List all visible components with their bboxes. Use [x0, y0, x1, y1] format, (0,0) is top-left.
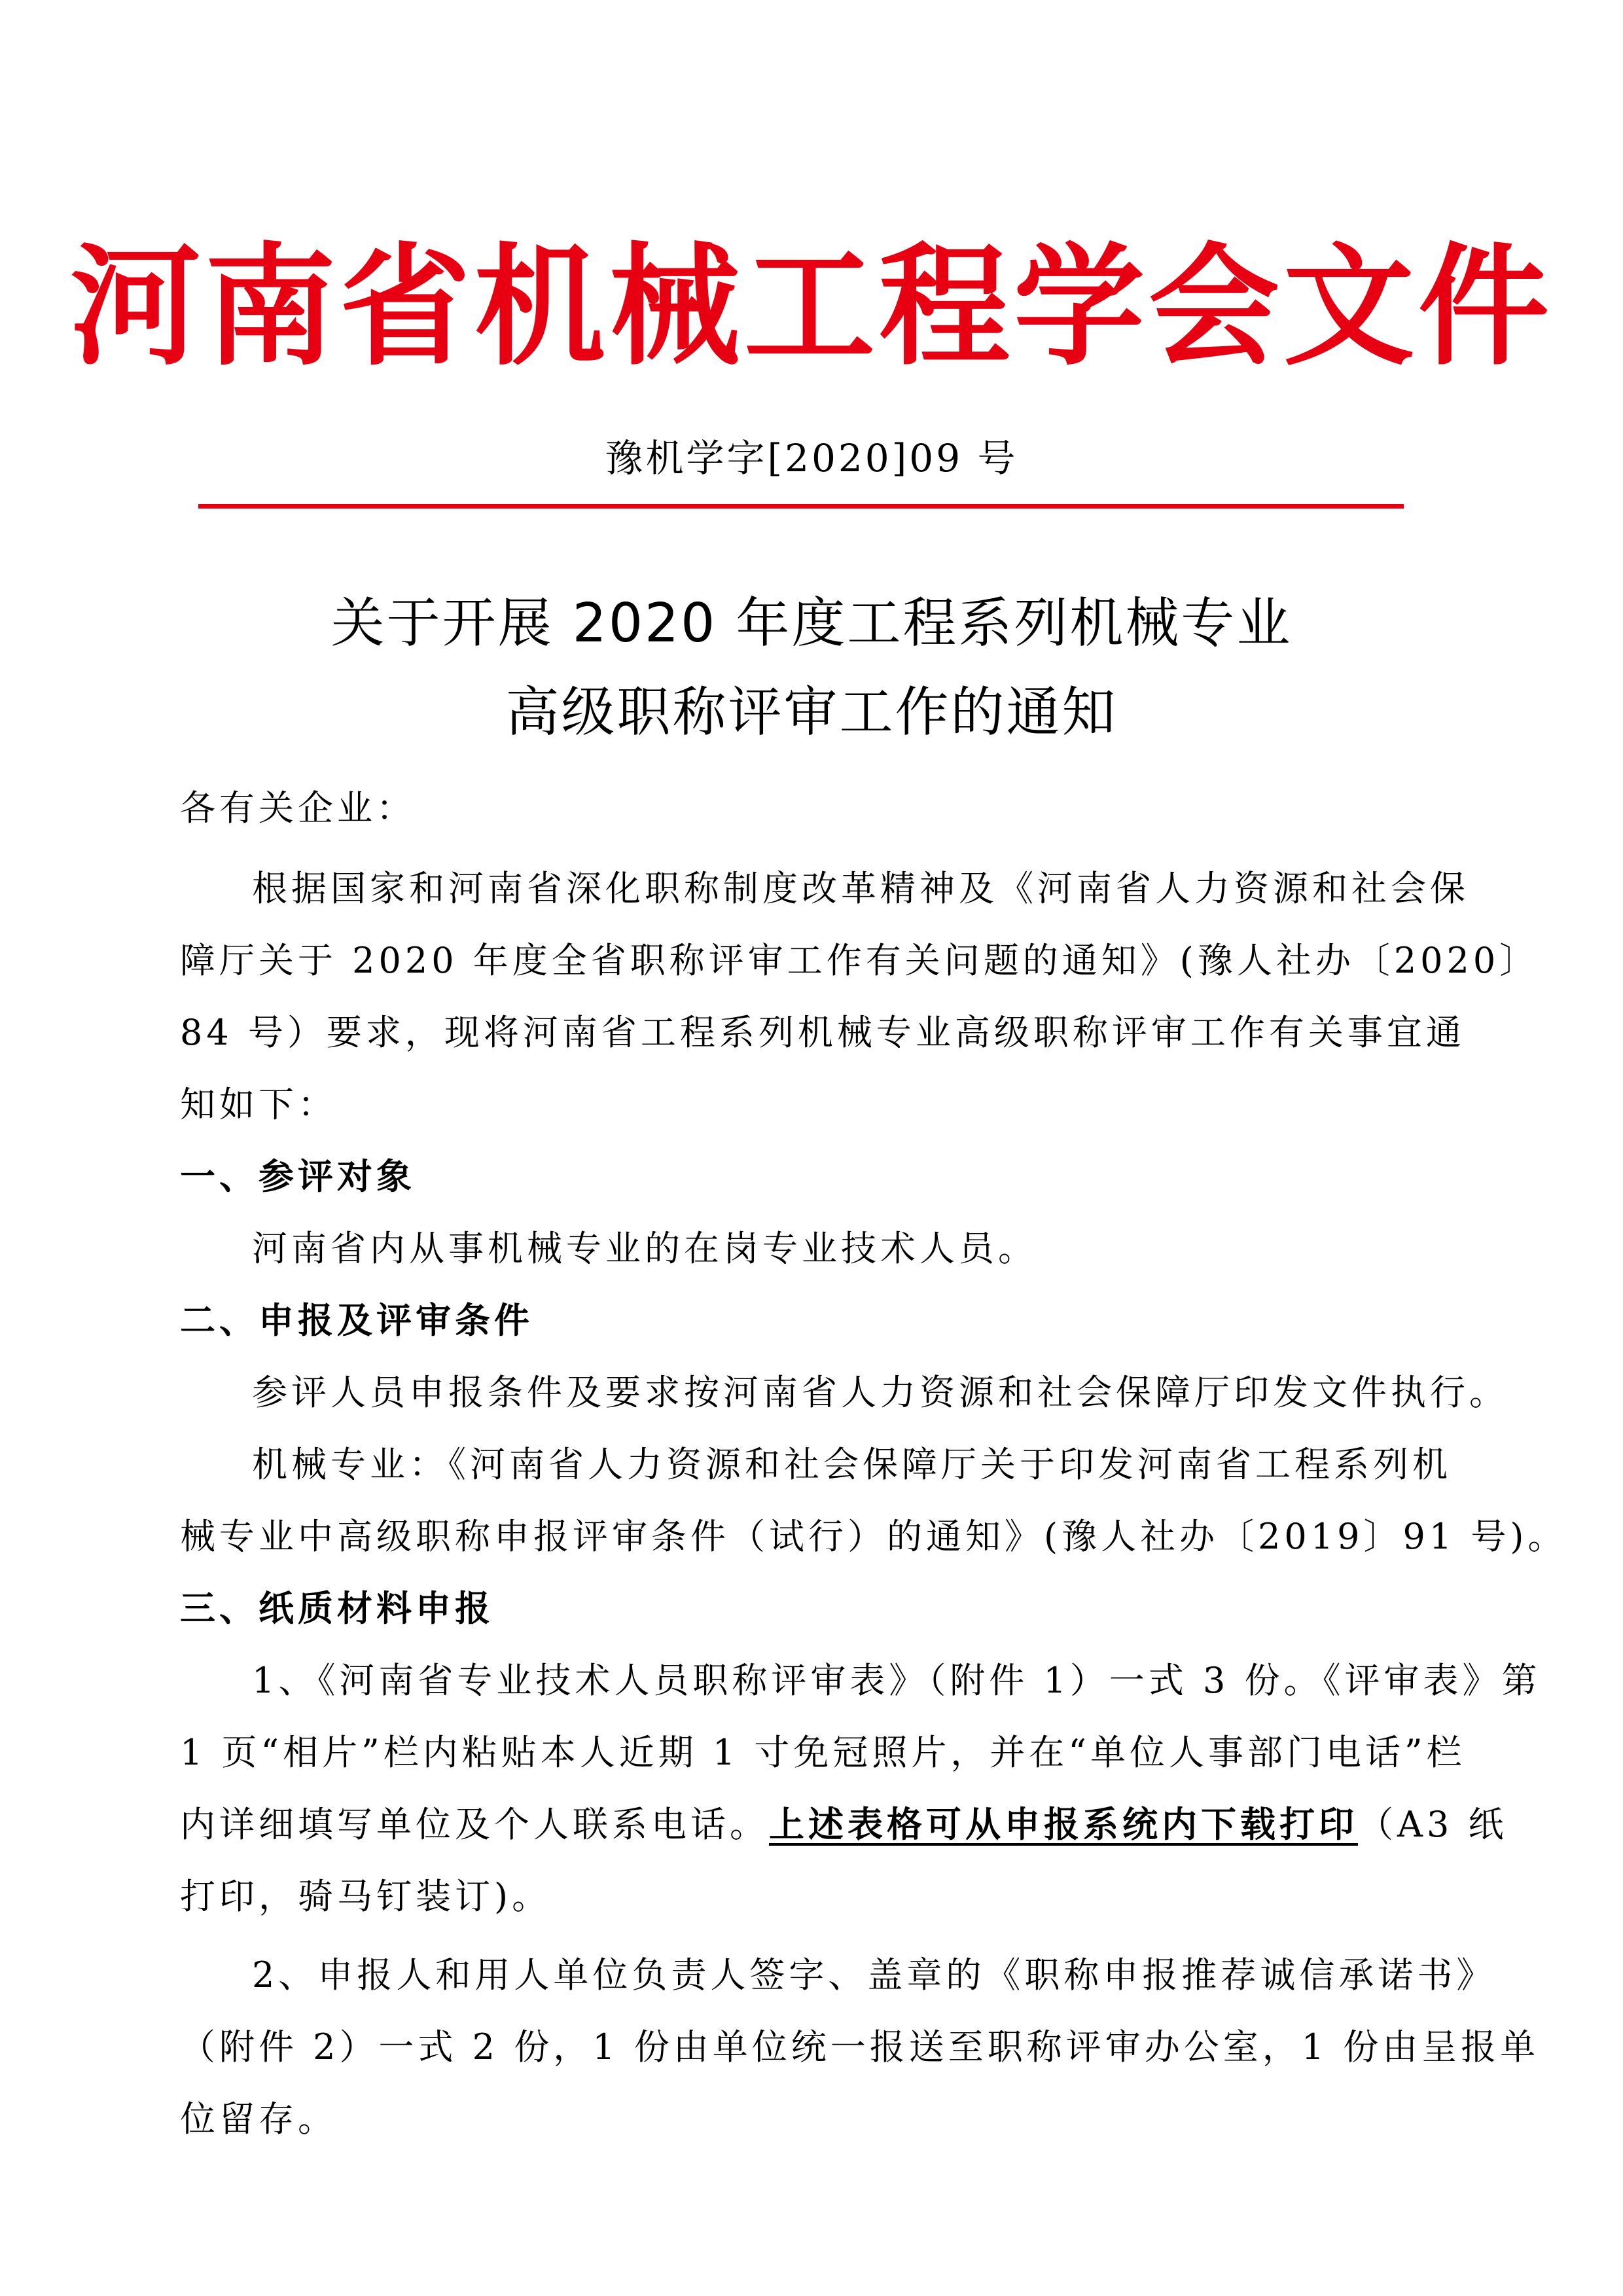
section-heading-3: 三、纸质材料申报 [180, 1588, 494, 1629]
section2-line-3: 械专业中高级职称申报评审条件（试行）的通知》(豫人社办〔2019〕91 号)。 [180, 1516, 1567, 1557]
section3-item1-line-4: 打印，骑马钉装订)。 [180, 1876, 552, 1917]
salutation: 各有关企业： [180, 787, 416, 829]
notice-title-line-2: 高级职称评审工作的通知 [505, 681, 1118, 744]
intro-line-2: 障厅关于 2020 年度全省职称评审工作有关问题的通知》(豫人社办〔2020〕 [180, 940, 1539, 981]
section3-item2-line-1: 2、申报人和用人单位负责人签字、盖章的《职称申报推荐诚信承诺书》 [252, 1954, 1496, 1996]
section3-item1-line-3 [180, 1799, 1508, 1851]
red-divider-line [198, 504, 1404, 509]
section3-item1-line-3-tail: （A3 纸 [1358, 1804, 1508, 1845]
notice-title-line-1: 关于开展 2020 年度工程系列机械专业 [330, 592, 1293, 655]
intro-line-3: 84 号）要求，现将河南省工程系列机械专业高级职称评审工作有关事宜通 [180, 1012, 1465, 1053]
section3-item2-line-3: 位留存。 [180, 2098, 337, 2140]
section2-line-1: 参评人员申报条件及要求按河南省人力资源和社会保障厅印发文件执行。 [252, 1372, 1508, 1413]
document-number: 豫机学字[2020]09 号 [605, 436, 1018, 480]
section-heading-1: 一、参评对象 [180, 1156, 416, 1197]
org-masthead-title: 河南省机械工程学会文件 [69, 231, 1553, 384]
intro-line-1: 根据国家和河南省深化职称制度改革精神及《河南省人力资源和社会保 [252, 868, 1469, 909]
intro-line-4: 知如下： [180, 1084, 337, 1125]
section1-line-1: 河南省内从事机械专业的在岗专业技术人员。 [252, 1228, 1037, 1269]
section3-item1-line-1: 1、《河南省专业技术人员职称评审表》（附件 1）一式 3 份。《评审表》第 [252, 1660, 1541, 1701]
section3-item2-line-2: （附件 2）一式 2 份，1 份由单位统一报送至职称评审办公室，1 份由呈报单 [180, 2026, 1540, 2068]
section-heading-2: 二、申报及评审条件 [180, 1300, 533, 1341]
download-print-note: 上述表格可从申报系统内下载打印 [769, 1804, 1358, 1845]
section3-item1-line-2: 1 页“相片”栏内粘贴本人近期 1 寸免冠照片，并在“单位人事部门电话”栏 [180, 1732, 1466, 1773]
section2-line-2: 机械专业：《河南省人力资源和社会保障厅关于印发河南省工程系列机 [252, 1444, 1452, 1485]
section3-item1-line-3-text: 内详细填写单位及个人联系电话。 [180, 1804, 769, 1845]
